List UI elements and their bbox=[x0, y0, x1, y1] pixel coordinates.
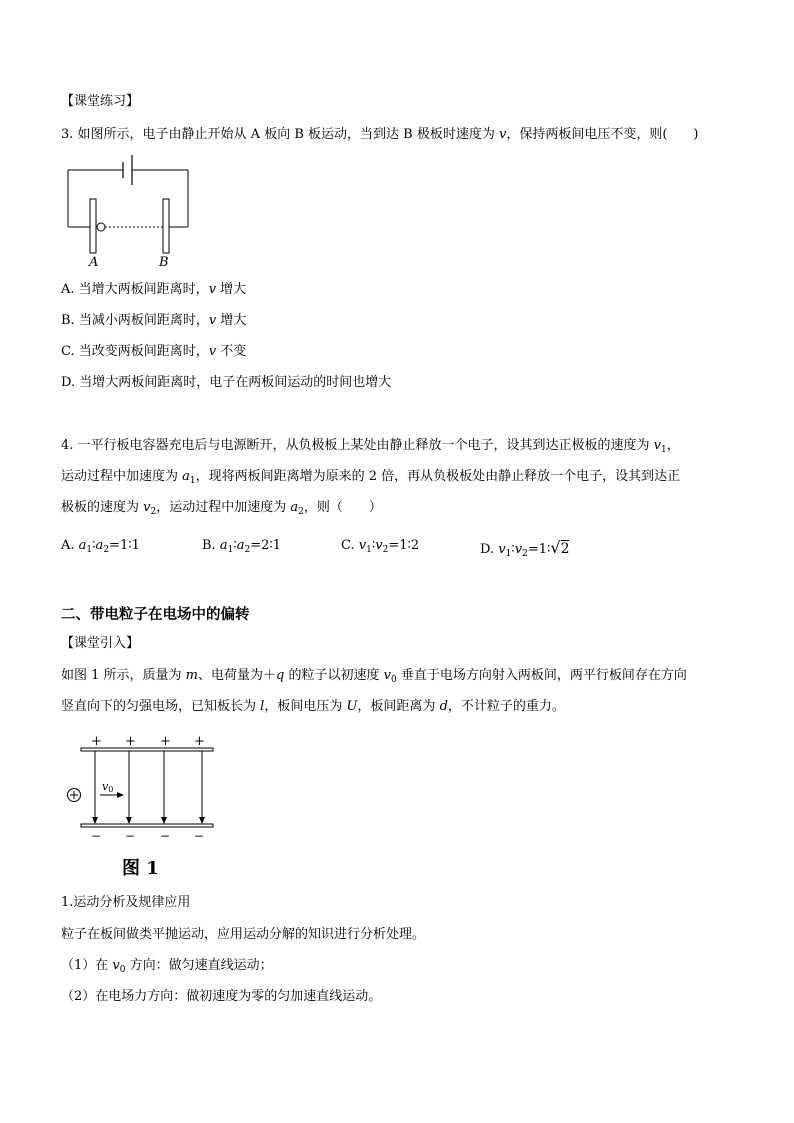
velocity-label: v0 bbox=[102, 780, 114, 794]
q4-stem-line2: 运动过程中加速度为 $a_1$，现将两板间距离增为原来的 2 倍，再从负极板处由静止释放一个电子，设其到达正 bbox=[61, 469, 681, 486]
q4-line3-text-a: 极板的速度为 bbox=[61, 500, 144, 515]
plate-a-label: A bbox=[89, 255, 99, 270]
option-key: C. bbox=[61, 344, 75, 359]
para-text-b: 、电荷量为＋ bbox=[198, 668, 277, 683]
subsection1-title: 1.运动分析及规律应用 bbox=[61, 895, 191, 910]
q3-option-b[interactable] bbox=[61, 313, 246, 329]
section2-title: 二、带电粒子在电场中的偏转 bbox=[61, 606, 250, 623]
plus-sign: + bbox=[91, 734, 102, 749]
para-text-f: ，板间电压为 bbox=[264, 699, 347, 714]
intro-para-line1: 如图 1 所示，质量为 m、电荷量为＋q 的粒子以初速度 $v_0$ 垂直于电场方向射入两板间，两平行板间存在方向 bbox=[61, 668, 687, 685]
q4-stem-line1: 4. 一平行板电容器充电后与电源断开，从负极板上某处由静止释放一个电子，设其到达正极板的速度为 $v_1$， bbox=[61, 438, 680, 455]
q4-option-c[interactable]: C. $v_1∶v_2=1∶2$ bbox=[341, 538, 420, 555]
option-var: v bbox=[208, 313, 217, 328]
option-text-end: 增大 bbox=[216, 282, 247, 297]
sqrt-radicand: 2 bbox=[560, 541, 570, 557]
q3-stem-text-b: ，保持两板间电压不变，则( ) bbox=[506, 127, 699, 142]
para-text-a: 如图 1 所示，质量为 bbox=[61, 668, 186, 683]
option-var: v bbox=[208, 282, 217, 297]
q4-option-b[interactable]: B. $a_1∶a_2=2∶1$ bbox=[202, 538, 282, 555]
option-key: D. bbox=[480, 542, 499, 557]
option-key: C. bbox=[341, 538, 359, 553]
q4-line3-text-c: ，则（ ） bbox=[303, 500, 382, 515]
option-text-end: 增大 bbox=[216, 313, 247, 328]
option-text: 当改变两板间距离时， bbox=[78, 344, 209, 359]
minus-sign: − bbox=[160, 829, 171, 843]
section-label-intro: 【课堂引入】 bbox=[61, 636, 140, 651]
q4-line2-text-b: ，现将两板间距离增为原来的 2 倍，再从负极板处由静止释放一个电子，设其到达正 bbox=[195, 469, 681, 484]
sqrt-symbol: √ bbox=[550, 538, 561, 557]
minus-sign: − bbox=[194, 829, 205, 843]
q4-option-d[interactable]: D. $v_1∶v_2=1∶√2$ bbox=[480, 538, 570, 559]
option-key: D. bbox=[61, 375, 76, 390]
subsection1-text: 粒子在板间做类平抛运动，应用运动分解的知识进行分析处理。 bbox=[61, 927, 426, 942]
minus-sign: − bbox=[125, 829, 136, 843]
para-text-e: 竖直向下的匀强电场，已知板长为 bbox=[61, 699, 261, 714]
option-key: A. bbox=[61, 282, 75, 297]
para-text-d: 垂直于电场方向射入两板间，两平行板间存在方向 bbox=[396, 668, 687, 683]
q4-stem-line3: 极板的速度为 $v_2$，运动过程中加速度为 $a_2$，则（ ） bbox=[61, 500, 382, 517]
plus-sign: + bbox=[125, 734, 136, 749]
motion-item-2: （2）在电场力方向：做初速度为零的匀加速直线运动。 bbox=[61, 989, 382, 1004]
q3-stem-var: v bbox=[498, 127, 507, 142]
q3-circuit-diagram bbox=[60, 152, 190, 270]
plus-sign: + bbox=[160, 734, 171, 749]
q3-number: 3. bbox=[61, 127, 74, 142]
q3-option-c[interactable] bbox=[61, 344, 246, 360]
para-text-g: ，板间距离为 bbox=[357, 699, 440, 714]
option-text: 当减小两板间距离时， bbox=[78, 313, 209, 328]
intro-para-line2: 竖直向下的匀强电场，已知板长为 l，板间电压为 U，板间距离为 d，不计粒子的重力。 bbox=[61, 699, 565, 714]
option-key: A. bbox=[61, 538, 79, 553]
q4-line3-text-b: ，运动过程中加速度为 bbox=[156, 500, 291, 515]
q3-option-d[interactable] bbox=[61, 375, 391, 391]
motion-item-1: （1）在 $v_0$ 方向：做匀速直线运动； bbox=[61, 958, 273, 975]
option-ratio: =1∶ bbox=[527, 542, 551, 557]
q4-line2-text-a: 运动过程中加速度为 bbox=[61, 469, 183, 484]
section-label-practice: 【课堂练习】 bbox=[61, 94, 140, 109]
option-var: v bbox=[208, 344, 217, 359]
option-key: B. bbox=[202, 538, 220, 553]
item-text-b: 方向：做匀速直线运动； bbox=[125, 958, 273, 973]
figure1-caption: 图 1 bbox=[122, 858, 159, 879]
option-ratio: =1∶2 bbox=[388, 538, 420, 553]
option-key: B. bbox=[61, 313, 75, 328]
item-text-a: （1）在 bbox=[61, 958, 113, 973]
option-ratio: =1∶1 bbox=[109, 538, 140, 553]
option-text: 当增大两板间距离时， bbox=[78, 282, 209, 297]
q4-option-a[interactable]: A. $a_1∶a_2=1∶1$ bbox=[61, 538, 140, 555]
para-text-c: 的粒子以初速度 bbox=[284, 668, 384, 683]
figure1-field-diagram bbox=[60, 734, 230, 849]
option-ratio: =2∶1 bbox=[250, 538, 282, 553]
q3-stem bbox=[61, 127, 698, 143]
q4-line1-text: 4. 一平行板电容器充电后与电源断开，从负极板上某处由静止释放一个电子，设其到达正极板的速度为 bbox=[61, 438, 654, 453]
q3-option-a[interactable] bbox=[61, 282, 246, 298]
plate-b-label: B bbox=[159, 255, 169, 270]
para-text-h: ，不计粒子的重力。 bbox=[447, 699, 565, 714]
plus-sign: + bbox=[194, 734, 205, 749]
option-text: 当增大两板间距离时，电子在两板间运动的时间也增大 bbox=[79, 375, 392, 390]
q3-stem-text-a: 如图所示，电子由静止开始从 A 板向 B 板运动，当到达 B 极板时速度为 bbox=[77, 127, 499, 142]
option-text-end: 不变 bbox=[216, 344, 247, 359]
minus-sign: − bbox=[91, 829, 102, 843]
